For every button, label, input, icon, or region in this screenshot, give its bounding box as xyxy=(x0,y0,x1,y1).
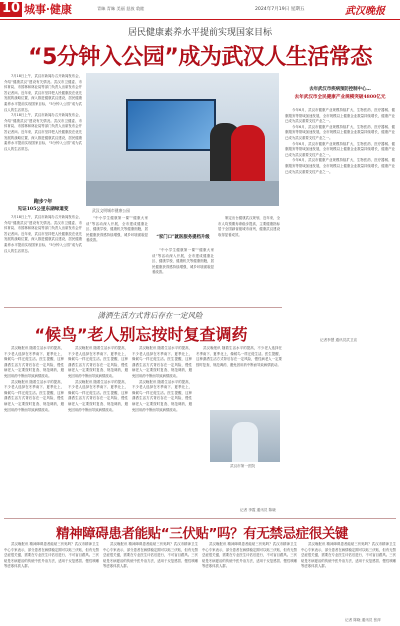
second-story-byline: 记者 李霞 通讯员 陈晓 xyxy=(240,508,276,512)
paragraph: “中小学生健康第一课”“健康大家谈”等活动深入开展，全市建成健康社区、健康学校、健康机关等健康细胞，居民健康获得感持续增强，城乡环境面貌显著改善。 xyxy=(86,216,148,243)
second-story-kicker: 潇洒生活方式背后存在一定风险 xyxy=(97,311,203,320)
top-story-headline: “5分钟入公园”成为武汉人生活常态 xyxy=(28,45,372,70)
paragraph: 今年6月，武汉市健康产业规模持续扩大，生物医药、医疗器械、健康服务等领域加速发展，全市规模以上健康企业数量持续增长，健康产业已成为武汉重要支柱产业之一。 xyxy=(285,108,395,124)
tag: 青睐 xyxy=(106,6,116,11)
paragraph: 今年6月，武汉市健康产业规模持续扩大，生物医药、医疗器械、健康服务等领域加速发展，全市规模以上健康企业数量持续增长，健康产业已成为武汉重要支柱产业之一。 xyxy=(285,124,395,140)
second-story-photo-caption: 武汉市第一医院 xyxy=(230,464,256,468)
subhead-2: 见证105公里东湖绿道变 xyxy=(17,207,69,212)
side-body xyxy=(285,108,395,336)
second-story-headline: “候鸟”老人别忘按时复查调药 xyxy=(34,325,248,344)
tv-screen xyxy=(126,99,216,151)
paragraph: 7月18日上午，武汉市新闻办召开新闻发布会，介绍“健康武汉”建设有关情况。武汉市卫健委、市体育局、市园林和林业局等部门负责人出席发布会并答记者问。近年来，武汉市坚持把人民健康放在优先发展的战略位置，深入推进健康武汉建设，居民健康素养水平提前实现国家目标，“5分钟入公园”成为武汉人的生活常态。 xyxy=(4,215,82,253)
paragraph: 武汉晚报讯 随着生活水平的提高，不少老人选择在冬季南下、夏季北上，像候鸟一样迁徙生活。医生提醒，这种潇洒生活方式背后存在一定风险，慢性病老人一定要按时复查、规范调药，避免因用药中断而导致病情波动。 xyxy=(4,379,64,412)
subhead-1: 跑步7年 xyxy=(33,199,53,205)
paragraph: 武汉晚报讯 精神障碍患者能贴三伏贴吗？武汉市精神卫生中心专家表示，部分患者在病情稳定期可以贴三伏贴，但有无禁忌症很关键，需要在专业医生评估后进行，不可盲目跟风。三伏贴是冬病夏治的传统中医外治方法，适用于反复感冒、慢性咳嗽等虚寒体质人群。 xyxy=(4,542,99,569)
third-story-col-2 xyxy=(103,542,198,624)
top-story-body-left xyxy=(4,74,82,196)
paragraph: 7月18日上午，武汉市新闻办召开新闻发布会，介绍“健康武汉”建设有关情况。武汉市卫健委、市体育局、市园林和林业局等部门负责人出席发布会并答记者问。近年来，武汉市坚持把人民健康放在优先发展的战略位置，深入推进健康武汉建设，居民健康素养水平提前实现国家目标，“5分钟入公园”成为武汉人的生活常态。 xyxy=(4,113,82,151)
paper-name: 武汉晚报 xyxy=(345,6,385,17)
paragraph: 7月18日上午，武汉市新闻办召开新闻发布会，介绍“健康武汉”建设有关情况。武汉市卫健委、市体育局、市园林和林业局等部门负责人出席发布会并答记者问。近年来，武汉市坚持把人民健康放在优先发展的战略位置，深入推进健康武汉建设，居民健康素养水平提前实现国家目标，“5分钟入公园”成为武汉人的生活常态。 xyxy=(4,74,82,112)
paragraph: “中小学生健康第一课”“健康大家谈”等活动深入开展，全市建成健康社区、健康学校、健康机关等健康细胞，居民健康获得感持续增强，城乡环境面貌显著改善。 xyxy=(152,248,214,275)
paragraph: 武汉晚报讯 随着生活水平的提高，不少老人选择在冬季南下、夏季北上，像候鸟一样迁徙生活。医生提醒，这种潇洒生活方式背后存在一定风险，慢性病老人一定要按时复查、规范调药，避免因用药中断而导致病情波动。 xyxy=(4,346,64,378)
paragraph: 武汉晚报讯 随着生活水平的提高，不少老人选择在冬季南下、夏季北上，像候鸟一样迁徙生活。医生提醒，这种潇洒生活方式背后存在一定风险，慢性病老人一定要按时复查、规范调药，避免因用药中断而导致病情波动。 xyxy=(132,379,192,412)
paragraph: 武汉晚报讯 随着生活水平的提高，不少老人选择在冬季南下、夏季北上，像候鸟一样迁徙生活。医生提醒，这种潇洒生活方式背后存在一定风险，慢性病老人一定要按时复查、规范调药，避免因用药中断而导致病情波动。 xyxy=(196,346,282,367)
third-story-headline: 精神障碍患者能贴“三伏贴”吗？有无禁忌症很关键 xyxy=(55,526,349,542)
second-story-col-1 xyxy=(4,346,64,516)
page-number: 10 xyxy=(2,1,21,16)
paragraph: 制定出台健康武汉规划，近年来，全市人均预期寿命稳步提高，主要健康指标居于全国副省级城市前列，健康武汉建设取得显著成效。 xyxy=(218,216,280,237)
masthead xyxy=(0,0,400,20)
paragraph: 武汉晚报讯 随着生活水平的提高，不少老人选择在冬季南下、夏季北上，像候鸟一样迁徙生活。医生提醒，这种潇洒生活方式背后存在一定风险，慢性病老人一定要按时复查、规范调药，避免因用药中断而导致病情波动。 xyxy=(68,379,128,412)
side-headline: 去年武汉市疾病预防控制中心… xyxy=(309,87,371,92)
mid-subhead: “家门口”就医服务提档升级 xyxy=(156,235,210,240)
tag: 青睐 xyxy=(97,6,106,11)
photo-caption: 武汉文明城市健康公园 xyxy=(92,208,130,213)
date-line: 2024年7月19日 星期五 xyxy=(255,7,305,12)
third-story-col-3 xyxy=(202,542,297,624)
top-story-kicker: 居民健康素养水平提前实现国家目标 xyxy=(127,28,272,38)
tag: 美丽 xyxy=(116,6,125,11)
paragraph: 武汉晚报讯 精神障碍患者能贴三伏贴吗？武汉市精神卫生中心专家表示，部分患者在病情稳定期可以贴三伏贴，但有无禁忌症很关键，需要在专业医生评估后进行，不可盲目跟风。三伏贴是冬病夏治的传统中医外治方法，适用于反复感冒、慢性咳嗽等虚寒体质人群。 xyxy=(103,542,198,569)
paragraph: 武汉晚报讯 随着生活水平的提高，不少老人选择在冬季南下、夏季北上，像候鸟一样迁徙生活。医生提醒，这种潇洒生活方式背后存在一定风险，慢性病老人一定要按时复查、规范调药，避免因用药中断而导致病情波动。 xyxy=(132,346,192,378)
top-story-body-left-2 xyxy=(4,215,82,303)
desk xyxy=(86,181,279,206)
section-title: 城事·健康 xyxy=(24,3,72,16)
top-story-body-mid xyxy=(86,216,148,304)
paragraph: 武汉晚报讯 精神障碍患者能贴三伏贴吗？武汉市精神卫生中心专家表示，部分患者在病情稳定期可以贴三伏贴，但有无禁忌症很关键，需要在专业医生评估后进行，不可盲目跟风。三伏贴是冬病夏治的传统中医外治方法，适用于反复感冒、慢性咳嗽等虚寒体质人群。 xyxy=(301,542,396,569)
third-story-byline: 记者 陈晓 通讯员 张萍 xyxy=(345,618,381,622)
third-story-col-4 xyxy=(301,542,396,618)
second-story-col-3 xyxy=(132,346,192,516)
paragraph: 今年6月，武汉市健康产业规模持续扩大，生物医药、医疗器械、健康服务等领域加速发展，全市规模以上健康企业数量持续增长，健康产业已成为武汉重要支柱产业之一。 xyxy=(285,158,395,174)
third-story-col-1 xyxy=(4,542,99,624)
second-story-col-4 xyxy=(196,346,282,410)
top-story-body-right xyxy=(218,216,280,304)
second-story-col-2 xyxy=(68,346,128,516)
top-story-body-mid-2 xyxy=(152,248,214,304)
tag: 敦睦 xyxy=(135,6,145,11)
side-subhead: 去年武汉市全民健康产业规模突破4800亿元 xyxy=(294,95,386,100)
paragraph: 武汉晚报讯 随着生活水平的提高，不少老人选择在冬季南下、夏季北上，像候鸟一样迁徙生活。医生提醒，这种潇洒生活方式背后存在一定风险，慢性病老人一定要按时复查、规范调药，避免因用药中断而导致病情波动。 xyxy=(68,346,128,378)
top-story-byline: 记者李慧 通讯员武卫宣 xyxy=(320,338,358,342)
tag: 怒放 xyxy=(126,6,135,11)
second-story-photo xyxy=(210,410,280,462)
paragraph: 今年6月，武汉市健康产业规模持续扩大，生物医药、医疗器械、健康服务等领域加速发展，全市规模以上健康企业数量持续增长，健康产业已成为武汉重要支柱产业之一。 xyxy=(285,141,395,157)
masthead-tags xyxy=(97,6,144,12)
top-story-photo xyxy=(86,73,279,206)
paragraph: 武汉晚报讯 精神障碍患者能贴三伏贴吗？武汉市精神卫生中心专家表示，部分患者在病情稳定期可以贴三伏贴，但有无禁忌症很关键，需要在专业医生评估后进行，不可盲目跟风。三伏贴是冬病夏治的传统中医外治方法，适用于反复感冒、慢性咳嗽等虚寒体质人群。 xyxy=(202,542,297,569)
